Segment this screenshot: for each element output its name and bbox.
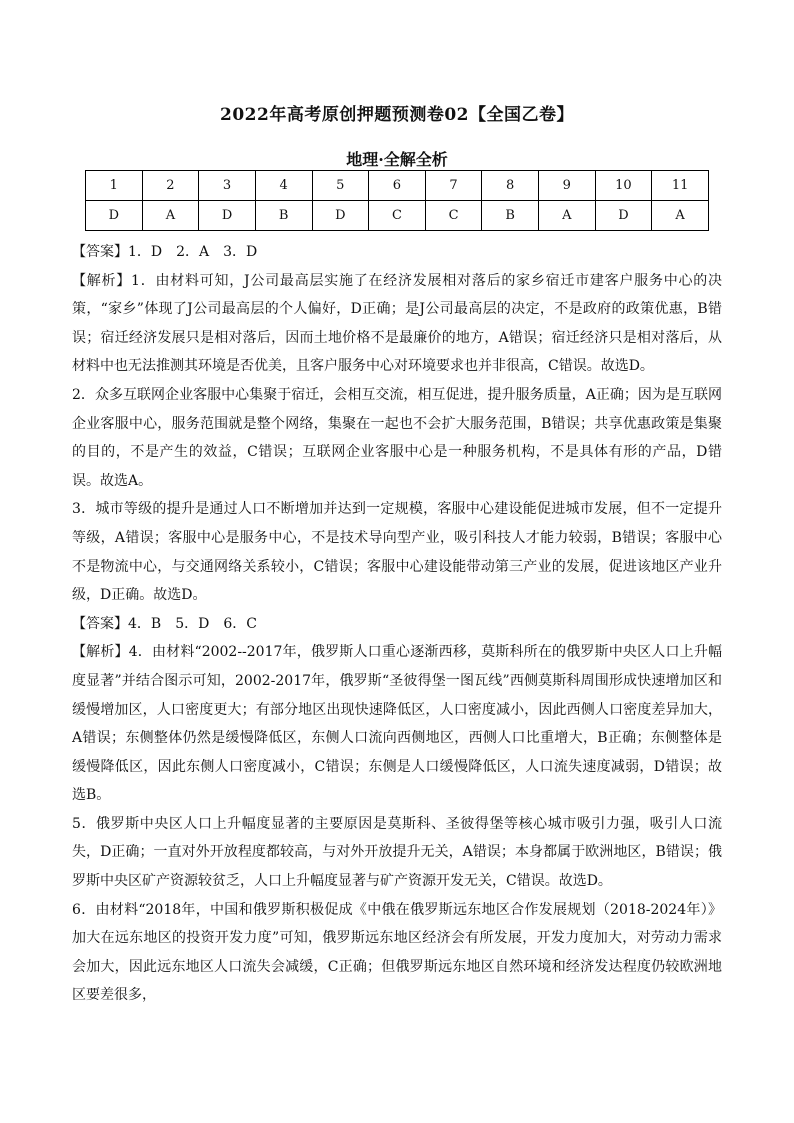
document-title: 2022年高考原创押题预测卷02【全国乙卷】 — [220, 105, 574, 125]
answer-letter: A — [652, 201, 709, 231]
answer-letter: A — [142, 201, 199, 231]
question-number: 1 — [86, 171, 143, 201]
answer-letter: D — [199, 201, 256, 231]
question-number: 4 — [255, 171, 312, 201]
explanation-q2: 2．众多互联网企业客服中心集聚于宿迁，会相互交流，相互促进，提升服务质量，A正确；因为是互联网企业客服中心，服务范围就是整个网络，集聚在一起也不会扩大服务范围，B错误；共享优惠政策是集聚的目的，不是产生的效益，C错误；互联网企业客服中心是一种服务机构，不是具体有形的产品，D错误。故选A。 — [72, 386, 722, 489]
document-subtitle: 地理·全解全析 — [346, 150, 448, 169]
question-number: 3 — [199, 171, 256, 201]
explanation-q3: 3．城市等级的提升是通过人口不断增加并达到一定规模，客服中心建设能促进城市发展，但不一定提升等级，A错误；客服中心是服务中心，不是技术导向型产业，吸引科技人才能力较弱，B错误；客服中心不是物流中心，与交通网络关系较小，C错误；客服中心建设能带动第三产业的发展，促进该地区产业升级，D正确。故选D。 — [72, 501, 722, 604]
answer-letter: A — [539, 201, 596, 231]
explanation-body — [72, 238, 722, 1010]
explanation-q1: 【解析】1．由材料可知，J公司最高层实施了在经济发展相对落后的家乡宿迁市建客户服务中心的决策，“家乡”体现了J公司最高层的个人偏好，D正确；是J公司最高层的决定，不是政府的政策优惠，B错误；宿迁经济发展只是相对落后，因而土地价格不是最廉价的地方，A错误；宿迁经济只是相对落后，从材料中也无法推测其环境是否优美，且客户服务中心对环境要求也并非很高，C错误。故选D。 — [72, 272, 722, 375]
answer-letter: C — [425, 201, 482, 231]
answer-letter: D — [595, 201, 652, 231]
question-number: 5 — [312, 171, 369, 201]
explanation-q5: 5．俄罗斯中央区人口上升幅度显著的主要原因是莫斯科、圣彼得堡等核心城市吸引力强，吸引人口流失，D正确；一直对外开放程度都较高，与对外开放提升无关，A错误；本身都属于欧洲地区，B错误；俄罗斯中央区矿产资源较贫乏，人口上升幅度显著与矿产资源开发无关，C错误。故选D。 — [72, 815, 722, 890]
explanation-q6: 6．由材料“2018年，中国和俄罗斯积极促成《中俄在俄罗斯远东地区合作发展规划（2018-2024年）》加大在远东地区的投资开发力度”可知，俄罗斯远东地区经济会有所发展，开发力度加大，对劳动力需求会加大，因此远东地区人口流失会减缓，C正确；但俄罗斯远东地区自然环境和经济发达程度仍较欧洲地区要差很多， — [72, 901, 722, 1004]
question-number: 6 — [369, 171, 426, 201]
explanation-q4: 【解析】4．由材料“2002--2017年，俄罗斯人口重心逐渐西移，莫斯科所在的俄罗斯中央区人口上升幅度显著”并结合图示可知，2002-2017年，俄罗斯“圣彼得堡一图瓦线”西侧莫斯科周围形成快速增加区和缓慢增加区，人口密度更大；有部分地区出现快速降低区，人口密度减小，因此西侧人口密度差异加大，A错误；东侧整体仍然是缓慢降低区，东侧人口流向西侧地区，西侧人口比重增大，B正确；东侧整体是缓慢降低区，因此东侧人口密度减小，C错误；东侧是人口缓慢降低区，人口流失速度减弱，D错误；故选B。 — [72, 644, 722, 804]
question-number: 9 — [539, 171, 596, 201]
answer-table-number-row — [86, 171, 709, 201]
answer-line-group-2: 【答案】4．B 5．D 6．C — [72, 615, 257, 632]
answer-letter: D — [312, 201, 369, 231]
answer-line-group-1: 【答案】1．D 2．A 3．D — [72, 244, 258, 260]
question-number: 8 — [482, 171, 539, 201]
question-number: 10 — [595, 171, 652, 201]
question-number: 2 — [142, 171, 199, 201]
answer-letter: B — [255, 201, 312, 231]
answer-letter: D — [86, 201, 143, 231]
question-number: 11 — [652, 171, 709, 201]
answer-table — [85, 170, 709, 231]
answer-letter: C — [369, 201, 426, 231]
question-number: 7 — [425, 171, 482, 201]
answer-table-answer-row — [86, 201, 709, 231]
answer-letter: B — [482, 201, 539, 231]
